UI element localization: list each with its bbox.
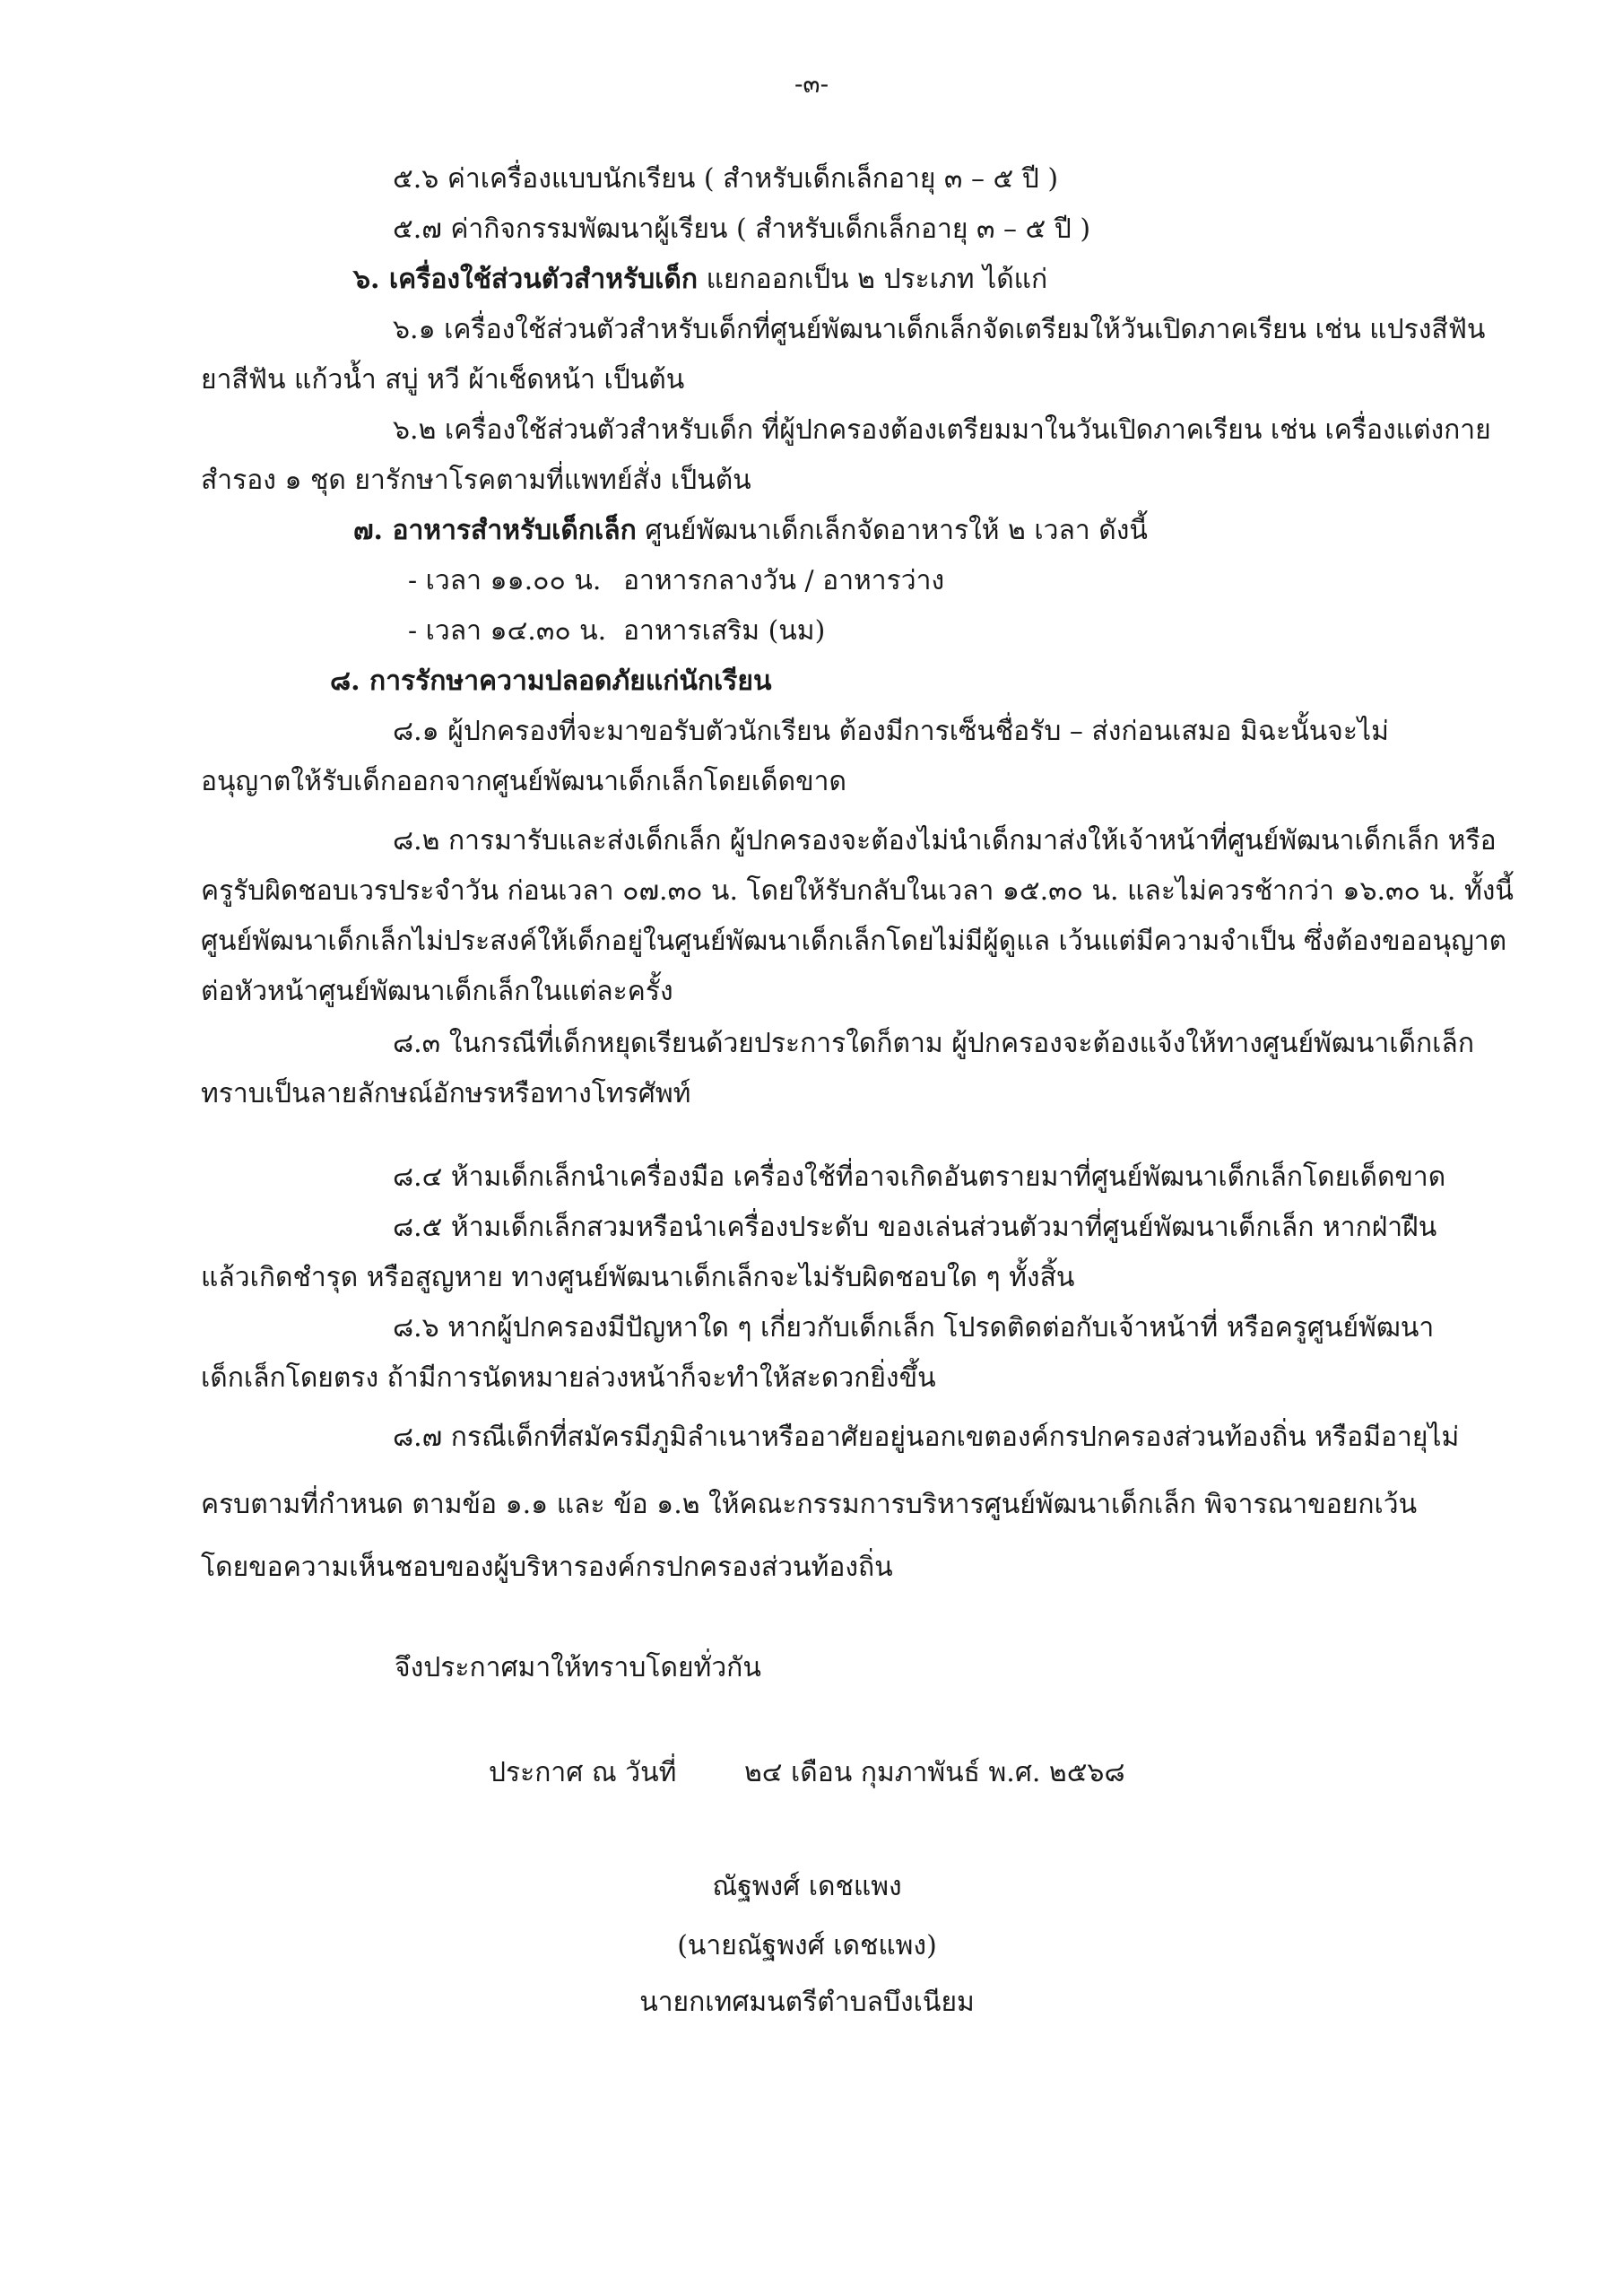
item-5-7: ๕.๗ ค่ากิจกรรมพัฒนาผู้เรียน ( สำหรับเด็กเล็กอายุ ๓ – ๕ ปี ) (393, 213, 1091, 245)
item-8-2-line-3: ศูนย์พัฒนาเด็กเล็กไม่ประสงค์ให้เด็กอยู่ในศูนย์พัฒนาเด็กเล็กโดยไม่มีผู้ดูแล เว้นแต่มีความจำเป็น ซึ่งต้องขออนุญาต (201, 926, 1507, 957)
item-8-1-line-2: อนุญาตให้รับเด็กออกจากศูนย์พัฒนาเด็กเล็กโดยเด็ดขาด (201, 766, 846, 797)
meal-time-1-time: - เวลา ๑๑.๐๐ น. (408, 565, 602, 596)
item-8-6-line-2: เด็กเล็กโดยตรง ถ้ามีการนัดหมายล่วงหน้าก็จะทำให้สะดวกยิ่งขึ้น (201, 1362, 936, 1394)
meal-time-2-time: - เวลา ๑๔.๓๐ น. (408, 615, 607, 647)
section-7-text: ศูนย์พัฒนาเด็กเล็กจัดอาหารให้ ๒ เวลา ดังนี้ (636, 515, 1148, 546)
section-6-line (353, 262, 1047, 298)
meal-time-2-meal: อาหารเสริม (นม) (623, 615, 826, 647)
item-8-2-line-1: ๘.๒ การมารับและส่งเด็กเล็ก ผู้ปกครองจะต้องไม่นำเด็กมาส่งให้เจ้าหน้าที่ศูนย์พัฒนาเด็กเล็ก หรือ (393, 825, 1497, 857)
item-8-7-line-1: ๘.๗ กรณีเด็กที่สมัครมีภูมิลำเนาหรืออาศัยอยู่นอกเขตองค์กรปกครองส่วนท้องถิ่น หรือมีอายุไม่ (393, 1422, 1460, 1453)
item-6-2-line-2: สำรอง ๑ ชุด ยารักษาโรคตามที่แพทย์สั่ง เป็นต้น (201, 465, 751, 496)
page-number: -๓- (794, 69, 829, 99)
item-8-2-line-2: ครูรับผิดชอบเวรประจำวัน ก่อนเวลา ๐๗.๓๐ น. โดยให้รับกลับในเวลา ๑๕.๓๐ น. และไม่ควรช้ากว่า ๑๖.๓๐ น. ทั้งนี้ (201, 875, 1514, 907)
item-8-2-line-4: ต่อหัวหน้าศูนย์พัฒนาเด็กเล็กในแต่ละครั้ง (201, 976, 673, 1007)
meal-time-1 (408, 563, 945, 599)
meal-time-2 (408, 613, 826, 649)
item-8-7-line-2: ครบตามที่กำหนด ตามข้อ ๑.๑ และ ข้อ ๑.๒ ให้คณะกรรมการบริหารศูนย์พัฒนาเด็กเล็ก พิจารณาขอยกเว้น (201, 1489, 1418, 1520)
item-8-5-line-1: ๘.๕ ห้ามเด็กเล็กสวมหรือนำเครื่องประดับ ของเล่นส่วนตัวมาที่ศูนย์พัฒนาเด็กเล็ก หากฝ่าฝืน (393, 1212, 1437, 1243)
section-7-heading: ๗. อาหารสำหรับเด็กเล็ก (353, 515, 637, 546)
section-8-heading: ๘. การรักษาความปลอดภัยแก่นักเรียน (330, 665, 772, 697)
item-8-3-line-2: ทราบเป็นลายลักษณ์อักษรหรือทางโทรศัพท์ (201, 1078, 691, 1109)
date-prefix: ประกาศ ณ วันที่ (489, 1757, 677, 1788)
section-7-line (353, 513, 1148, 549)
item-8-4: ๘.๔ ห้ามเด็กเล็กนำเครื่องมือ เครื่องใช้ที่อาจเกิดอันตรายมาที่ศูนย์พัฒนาเด็กเล็กโดยเด็ดขาด (393, 1161, 1446, 1193)
item-8-3-line-1: ๘.๓ ในกรณีที่เด็กหยุดเรียนด้วยประการใดก็ตาม ผู้ปกครองจะต้องแจ้งให้ทางศูนย์พัฒนาเด็กเล็ก (393, 1028, 1474, 1059)
date-value: ๒๔ เดือน กุมภาพันธ์ พ.ศ. ๒๕๖๘ (744, 1757, 1125, 1788)
item-8-5-line-2: แล้วเกิดชำรุด หรือสูญหาย ทางศูนย์พัฒนาเด็กเล็กจะไม่รับผิดชอบใด ๆ ทั้งสิ้น (201, 1262, 1075, 1293)
meal-time-1-meal: อาหารกลางวัน / อาหารว่าง (623, 565, 945, 596)
item-5-6: ๕.๖ ค่าเครื่องแบบนักเรียน ( สำหรับเด็กเล็กอายุ ๓ – ๕ ปี ) (393, 163, 1059, 195)
item-8-7-line-3: โดยขอความเห็นชอบของผู้บริหารองค์กรปกครองส่วนท้องถิ่น (201, 1552, 893, 1583)
announcement-date-line (489, 1755, 1125, 1791)
section-6-heading: ๖. เครื่องใช้ส่วนตัวสำหรับเด็ก (353, 264, 699, 295)
item-6-1-line-1: ๖.๑ เครื่องใช้ส่วนตัวสำหรับเด็กที่ศูนย์พัฒนาเด็กเล็กจัดเตรียมให้วันเปิดภาคเรียน เช่น แปรงสีฟัน (393, 314, 1486, 345)
signature-full-name: (นายณัฐพงศ์ เดชแพง) (677, 1930, 937, 1961)
section-6-text: แยกออกเป็น ๒ ประเภท ได้แก่ (698, 264, 1048, 295)
item-6-1-line-2: ยาสีฟัน แก้วน้ำ สบู่ หวี ผ้าเช็ดหน้า เป็นต้น (201, 364, 685, 396)
item-8-6-line-1: ๘.๖ หากผู้ปกครองมีปัญหาใด ๆ เกี่ยวกับเด็กเล็ก โปรดติดต่อกับเจ้าหน้าที่ หรือครูศูนย์พัฒนา (393, 1312, 1435, 1344)
item-8-1-line-1: ๘.๑ ผู้ปกครองที่จะมาขอรับตัวนักเรียน ต้องมีการเซ็นชื่อรับ – ส่งก่อนเสมอ มิฉะนั้นจะไม่ (393, 716, 1389, 747)
signature-name: ณัฐพงศ์ เดชแพง (712, 1871, 902, 1902)
signature-title: นายกเทศมนตรีตำบลบึงเนียม (639, 1987, 975, 2018)
announcement-closing: จึงประกาศมาให้ทราบโดยทั่วกัน (395, 1652, 761, 1683)
item-6-2-line-1: ๖.๒ เครื่องใช้ส่วนตัวสำหรับเด็ก ที่ผู้ปกครองต้องเตรียมมาในวันเปิดภาคเรียน เช่น เครื่องแต่งกาย (393, 414, 1491, 446)
